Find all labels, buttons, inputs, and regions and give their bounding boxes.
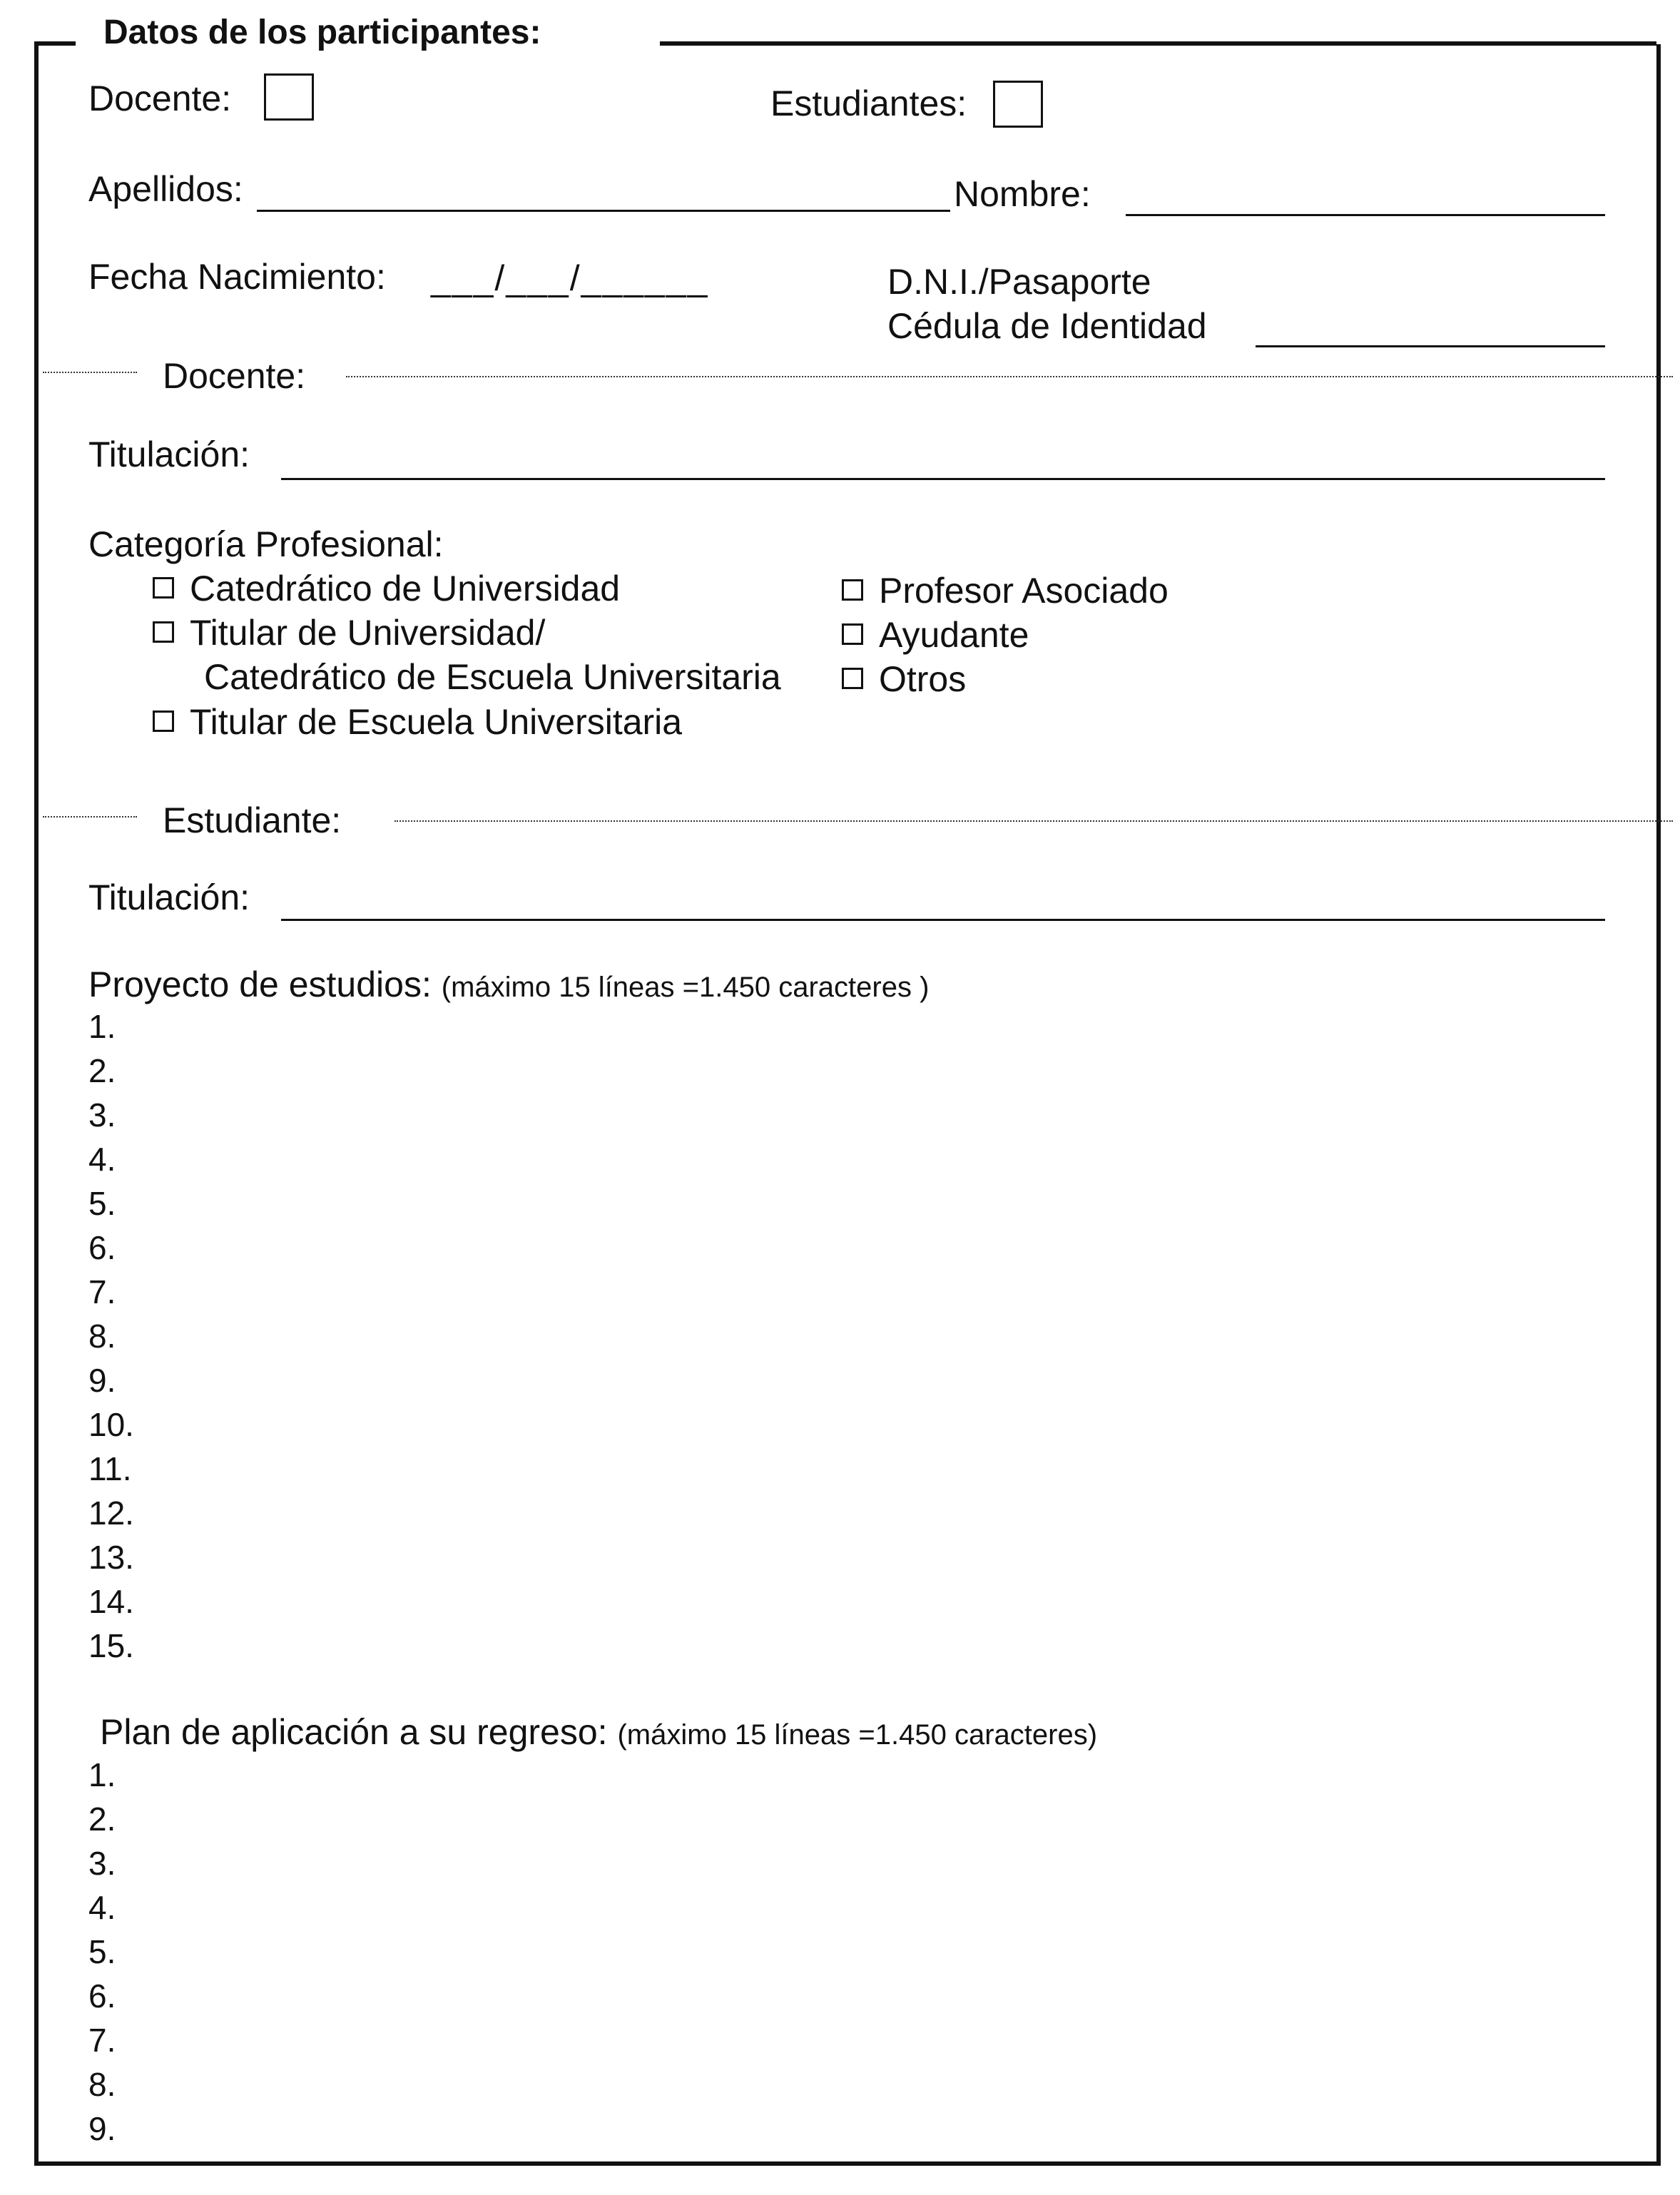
plan-heading (100, 1714, 1097, 1750)
numbered-line: 12. (88, 1494, 134, 1532)
fecha-label: Fecha Nacimiento: (88, 257, 386, 297)
nombre-label: Nombre: (954, 174, 1091, 214)
cat-otros[interactable] (842, 661, 966, 697)
numbered-line: 4. (88, 1889, 116, 1926)
dni-label-line1: D.N.I./Pasaporte (887, 262, 1151, 302)
estudiante-titulacion-field[interactable] (281, 919, 1605, 921)
estudiante-divider-right (394, 820, 1673, 822)
numbered-line: 3. (88, 1096, 116, 1134)
fecha-field[interactable]: ___/___/______ (431, 258, 709, 298)
estudiante-titulacion-label: Titulación: (88, 877, 250, 917)
plan-note: (máximo 15 líneas =1.450 caracteres) (617, 1719, 1098, 1751)
cat-titular-universidad[interactable] (153, 615, 545, 651)
numbered-line: 8. (88, 1318, 116, 1355)
numbered-line: 2. (88, 1801, 116, 1838)
docente-titulacion-field[interactable] (281, 478, 1605, 480)
numbered-line: 9. (88, 1362, 116, 1399)
cat-label: Ayudante (879, 615, 1029, 655)
cat-label: Catedrático de Universidad (190, 569, 621, 608)
docente-checkbox[interactable] (264, 73, 314, 121)
proyecto-note: (máximo 15 líneas =1.450 caracteres ) (441, 972, 930, 1003)
checkbox-icon (842, 668, 863, 689)
numbered-line: 8. (88, 2066, 116, 2103)
cat-profesor-asociado[interactable] (842, 571, 1169, 611)
numbered-line: 15. (88, 1627, 134, 1664)
numbered-line: 11. (88, 1450, 132, 1487)
apellidos-label: Apellidos: (88, 169, 243, 209)
checkbox-icon (842, 579, 863, 601)
numbered-line: 9. (88, 2110, 116, 2147)
numbered-line: 1. (88, 1756, 116, 1793)
cat-catedratico-universidad[interactable] (153, 571, 620, 606)
numbered-line: 7. (88, 2022, 116, 2059)
estudiante-section-heading: Estudiante: (163, 800, 342, 840)
cat-catedratico-escuela-label: Catedrático de Escuela Universitaria (204, 657, 781, 697)
section-title: Datos de los participantes: (103, 14, 541, 51)
numbered-line: 7. (88, 1273, 116, 1310)
plan-label: Plan de aplicación a su regreso: (100, 1712, 608, 1752)
dni-label-line2: Cédula de Identidad (887, 306, 1207, 346)
estudiantes-checkbox[interactable] (993, 81, 1043, 128)
cat-label: Profesor Asociado (879, 571, 1169, 611)
proyecto-heading (88, 964, 930, 1004)
docente-divider-left (43, 372, 137, 373)
numbered-line: 13. (88, 1539, 134, 1576)
numbered-line: 5. (88, 1933, 116, 1970)
checkbox-icon (153, 621, 174, 643)
frame-top-left (34, 41, 76, 46)
numbered-line: 3. (88, 1845, 116, 1882)
docente-role-label: Docente: (88, 78, 232, 118)
estudiantes-role-label: Estudiantes: (770, 83, 967, 123)
cat-label: Titular de Universidad/ (190, 613, 546, 653)
checkbox-icon (153, 711, 174, 732)
estudiante-divider-left (43, 816, 137, 818)
nombre-field[interactable] (1126, 214, 1605, 216)
docente-titulacion-label: Titulación: (88, 434, 250, 474)
proyecto-label: Proyecto de estudios: (88, 964, 432, 1004)
numbered-line: 2. (88, 1052, 116, 1089)
proyecto-lines[interactable] (88, 1004, 134, 1668)
cat-ayudante[interactable] (842, 617, 1029, 653)
numbered-line: 1. (88, 1008, 116, 1045)
cat-label: Titular de Escuela Universitaria (190, 702, 683, 742)
cat-titular-escuela[interactable] (153, 704, 682, 740)
numbered-line: 14. (88, 1583, 134, 1620)
dni-field[interactable] (1256, 345, 1605, 347)
docente-divider-right (346, 376, 1673, 377)
checkbox-icon (153, 577, 174, 599)
cat-label: Otros (879, 659, 967, 699)
categoria-label: Categoría Profesional: (88, 524, 444, 564)
checkbox-icon (842, 623, 863, 645)
plan-lines[interactable] (88, 1753, 116, 2151)
numbered-line: 6. (88, 1229, 116, 1266)
numbered-line: 5. (88, 1185, 116, 1222)
frame-top-right (660, 41, 1656, 46)
numbered-line: 4. (88, 1141, 116, 1178)
numbered-line: 6. (88, 1977, 116, 2015)
apellidos-field[interactable] (257, 210, 950, 212)
numbered-line: 10. (88, 1406, 134, 1443)
docente-section-heading: Docente: (163, 356, 306, 396)
